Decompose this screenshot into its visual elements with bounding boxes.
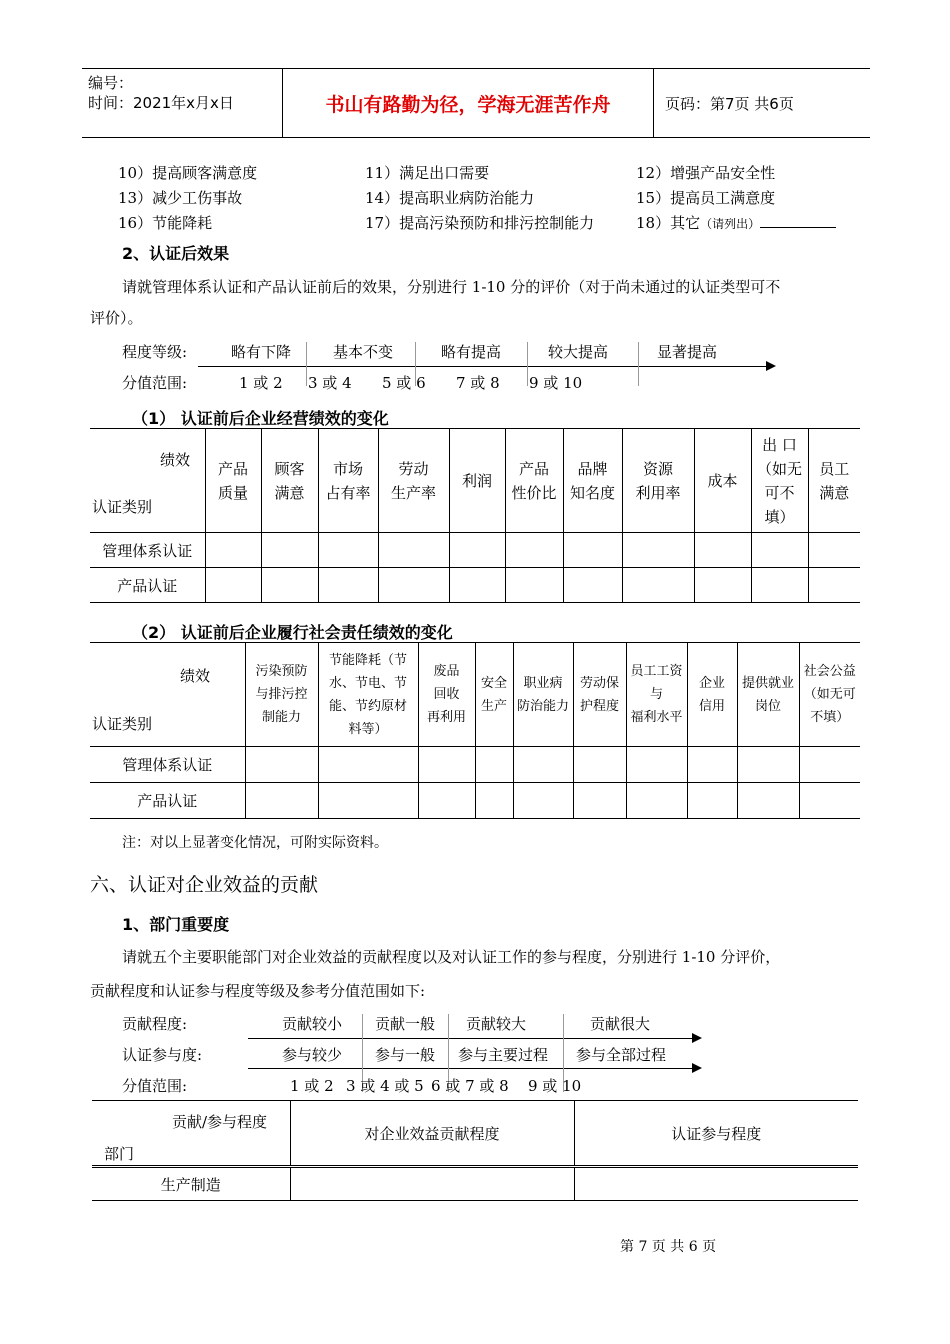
score-cell[interactable]: [245, 783, 318, 819]
option-item: 15）提高员工满意度: [636, 189, 776, 207]
column-header: 社会公益 （如无可 不填）: [799, 643, 860, 747]
score-cell[interactable]: [449, 533, 505, 568]
paragraph: 贡献程度和认证参与程度等级及参考分值范围如下:: [90, 982, 426, 1000]
level-item: 较大提高: [548, 343, 609, 361]
column-header: 污染预防 与排污控 制能力: [245, 643, 318, 747]
column-header: 劳动 生产率: [378, 429, 449, 533]
range-item: 1 或 2: [239, 374, 283, 392]
table-row: [92, 1167, 858, 1201]
contrib-level: 贡献很大: [590, 1015, 651, 1033]
paragraph: 请就五个主要职能部门对企业效益的贡献程度以及对认证工作的参与程度，分别进行 1-10 分评价，: [122, 948, 781, 966]
table-row: [90, 783, 860, 819]
score-cell[interactable]: [245, 747, 318, 783]
table-title: （2） 认证前后企业履行社会责任绩效的变化: [132, 623, 453, 642]
scale-line: [248, 1068, 694, 1069]
score-cell[interactable]: [626, 747, 687, 783]
score-cell[interactable]: [475, 747, 513, 783]
column-header: 资源 利用率: [622, 429, 694, 533]
score-cell[interactable]: [694, 533, 751, 568]
contrib-level: 贡献一般: [375, 1015, 436, 1033]
table-title: （1） 认证前后企业经营绩效的变化: [132, 409, 389, 428]
page-footer: 第 7 页 共 6 页: [620, 1239, 717, 1255]
range-item: 9 或 10: [529, 374, 583, 392]
scale-line: [248, 1038, 694, 1039]
score-cell[interactable]: [513, 783, 573, 819]
section-title: 六、认证对企业效益的贡献: [90, 874, 319, 896]
score-cell[interactable]: [808, 568, 860, 603]
column-header: 员工工资 与 福利水平: [626, 643, 687, 747]
option-item: 13）减少工伤事故: [118, 189, 243, 207]
scale-line: [198, 366, 766, 367]
level-label: 程度等级:: [122, 343, 188, 361]
column-header: 员工 满意: [808, 429, 860, 533]
note: 注：对以上显著变化情况，可附实际资料。: [122, 835, 388, 851]
column-header: 成本: [694, 429, 751, 533]
score-cell[interactable]: [622, 533, 694, 568]
score-cell[interactable]: [573, 783, 626, 819]
column-header: 职业病 防治能力: [513, 643, 573, 747]
page-info: 页码：第7页 共6页: [665, 94, 794, 113]
score-cell[interactable]: [290, 1167, 574, 1201]
column-header: 劳动保 护程度: [573, 643, 626, 747]
score-cell[interactable]: [513, 747, 573, 783]
option-item: 17）提高污染预防和排污控制能力: [365, 214, 595, 232]
range-item: 3 或 4: [308, 374, 352, 392]
particip-level: 参与较少: [282, 1046, 343, 1064]
particip-label: 认证参与度:: [122, 1046, 203, 1064]
subsection-title: 1、部门重要度: [122, 915, 230, 934]
column-header: 节能降耗（节 水、节电、节 能、节约原材 料等）: [318, 643, 418, 747]
range-item: 9 或 10: [528, 1077, 582, 1095]
level-item: 略有下降: [231, 343, 292, 361]
column-header: 安全 生产: [475, 643, 513, 747]
row-header: 产品认证: [90, 568, 205, 603]
score-cell[interactable]: [475, 783, 513, 819]
range-item: 1 或 2: [290, 1077, 334, 1095]
range-item: 7 或 8: [456, 374, 500, 392]
contrib-label: 贡献程度:: [122, 1015, 188, 1033]
score-cell[interactable]: [505, 568, 563, 603]
score-cell[interactable]: [799, 783, 860, 819]
column-header: 利润: [449, 429, 505, 533]
score-cell[interactable]: [808, 533, 860, 568]
range-item: 6 或 7 或 8: [431, 1077, 509, 1095]
corner-bottom: 认证类别: [92, 715, 153, 733]
score-cell[interactable]: [378, 533, 449, 568]
option-item: 10）提高顾客满意度: [118, 164, 258, 182]
score-cell[interactable]: [737, 747, 799, 783]
contrib-level: 贡献较小: [282, 1015, 343, 1033]
score-cell[interactable]: [563, 533, 622, 568]
table-row: [90, 533, 860, 568]
option-item: 14）提高职业病防治能力: [365, 189, 535, 207]
particip-level: 参与全部过程: [576, 1046, 667, 1064]
column-header: 企业 信用: [687, 643, 737, 747]
column-header: 对企业效益贡献程度: [290, 1101, 574, 1167]
level-item: 显著提高: [657, 343, 718, 361]
department-table: [92, 1100, 858, 1201]
page-header: [82, 68, 870, 138]
score-cell[interactable]: [449, 568, 505, 603]
column-header: 认证参与程度: [574, 1101, 858, 1167]
score-cell[interactable]: [418, 783, 475, 819]
column-header: 顾客 满意: [261, 429, 318, 533]
level-item: 略有提高: [441, 343, 502, 361]
score-cell[interactable]: [205, 533, 261, 568]
score-cell[interactable]: [378, 568, 449, 603]
corner-top: 绩效: [160, 451, 191, 469]
arrow-head-icon: [692, 1063, 702, 1073]
section-title: 2、认证后效果: [122, 244, 230, 263]
score-cell[interactable]: [694, 568, 751, 603]
row-header: 生产制造: [92, 1167, 290, 1201]
table-corner: [90, 429, 205, 533]
header-meta: [88, 73, 234, 113]
score-cell[interactable]: [626, 783, 687, 819]
arrow-head-icon: [766, 361, 776, 371]
score-cell[interactable]: [563, 568, 622, 603]
motto: 书山有路勤为径，学海无涯苦作舟: [325, 93, 611, 116]
column-header: 出 口 （如无 可不 填）: [751, 429, 808, 533]
score-cell[interactable]: [574, 1167, 858, 1201]
social-responsibility-table: [90, 642, 860, 819]
score-cell[interactable]: [318, 783, 418, 819]
table-row: [90, 568, 860, 603]
score-cell[interactable]: [687, 783, 737, 819]
score-cell[interactable]: [751, 568, 808, 603]
option-item: 16）节能降耗: [118, 214, 213, 232]
row-header: 产品认证: [90, 783, 245, 819]
time-label: 时间：2021年x月x日: [88, 94, 234, 112]
score-cell[interactable]: [505, 533, 563, 568]
score-cell[interactable]: [318, 747, 418, 783]
level-item: 基本不变: [333, 343, 394, 361]
column-header: 品牌 知名度: [563, 429, 622, 533]
corner-bottom: 部门: [104, 1145, 135, 1163]
range-item: 3 或 4 或 5: [346, 1077, 424, 1095]
column-header: 产品 性价比: [505, 429, 563, 533]
score-cell[interactable]: [318, 568, 378, 603]
option-item-other: 18）其它（请列出）: [636, 212, 836, 233]
business-performance-table: [90, 428, 860, 603]
corner-bottom: 认证类别: [92, 498, 153, 516]
score-cell[interactable]: [573, 747, 626, 783]
corner-top: 贡献/参与程度: [172, 1113, 268, 1131]
column-header: 废品 回收 再利用: [418, 643, 475, 747]
table-corner: [92, 1101, 290, 1167]
fill-in-blank[interactable]: [760, 214, 836, 228]
particip-level: 参与主要过程: [458, 1046, 549, 1064]
column-header: 市场 占有率: [318, 429, 378, 533]
score-cell[interactable]: [737, 783, 799, 819]
arrow-head-icon: [692, 1033, 702, 1043]
particip-level: 参与一般: [375, 1046, 436, 1064]
column-header: 产品 质量: [205, 429, 261, 533]
option-item: 11）满足出口需要: [365, 164, 490, 182]
paragraph: 评价）。: [90, 309, 143, 327]
range-label: 分值范围:: [122, 374, 188, 392]
score-cell[interactable]: [687, 747, 737, 783]
range-label: 分值范围:: [122, 1077, 188, 1095]
score-cell[interactable]: [418, 747, 475, 783]
option-item: 12）增强产品安全性: [636, 164, 776, 182]
score-cell[interactable]: [261, 533, 318, 568]
option-note: （请列出）: [700, 217, 761, 231]
contrib-level: 贡献较大: [466, 1015, 527, 1033]
table-corner: [90, 643, 245, 747]
score-cell[interactable]: [205, 568, 261, 603]
column-header: 提供就业 岗位: [737, 643, 799, 747]
paragraph: 请就管理体系认证和产品认证前后的效果，分别进行 1-10 分的评价（对于尚未通过的认证类型可不: [122, 278, 781, 296]
row-header: 管理体系认证: [90, 533, 205, 568]
score-cell[interactable]: [261, 568, 318, 603]
score-cell[interactable]: [799, 747, 860, 783]
score-cell[interactable]: [751, 533, 808, 568]
range-item: 5 或 6: [382, 374, 426, 392]
score-cell[interactable]: [318, 533, 378, 568]
corner-top: 绩效: [180, 667, 211, 685]
number-label: 编号：: [88, 74, 134, 92]
table-row: [90, 747, 860, 783]
row-header: 管理体系认证: [90, 747, 245, 783]
score-cell[interactable]: [622, 568, 694, 603]
